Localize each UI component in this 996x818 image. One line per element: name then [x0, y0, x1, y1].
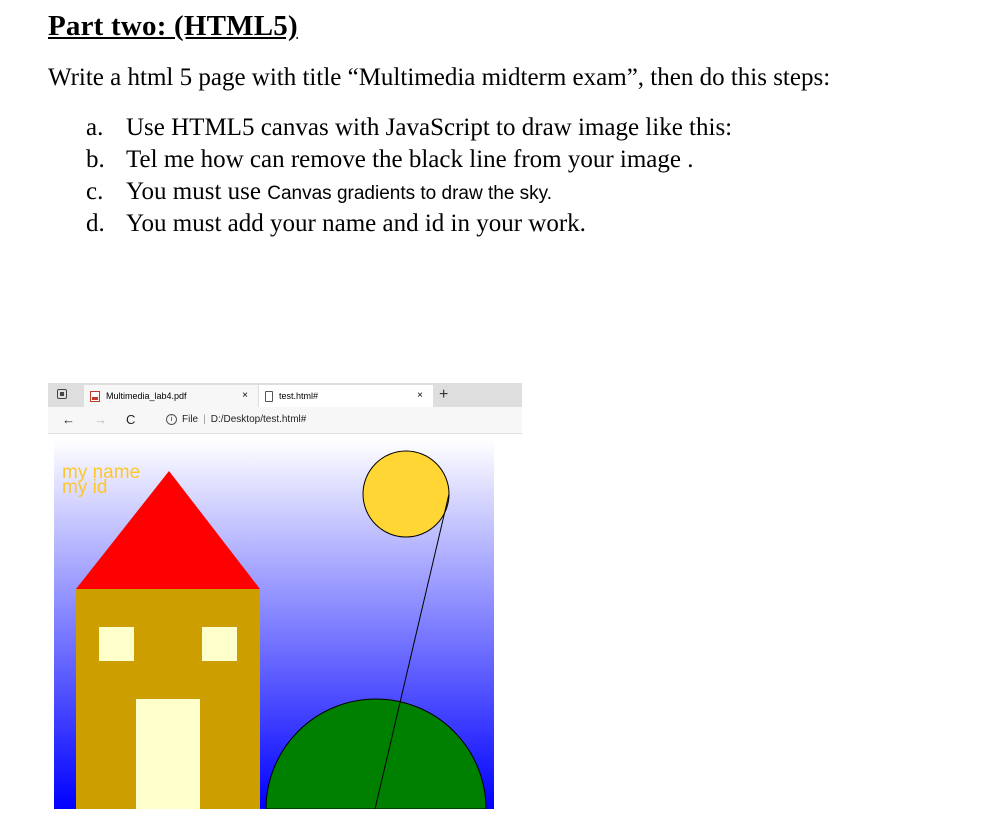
- refresh-icon[interactable]: C: [126, 412, 136, 427]
- browser-tab-bar: [48, 383, 522, 407]
- section-heading: Part two: (HTML5): [48, 10, 298, 42]
- step-letter: c.: [86, 178, 104, 205]
- pdf-icon: [90, 391, 100, 402]
- step-a: [86, 114, 732, 146]
- close-icon[interactable]: ×: [417, 390, 423, 401]
- step-text: You must add your name and id in your work.: [126, 210, 586, 237]
- canvas-svg: [54, 440, 494, 809]
- tab-test-html[interactable]: [259, 385, 433, 407]
- close-icon[interactable]: ×: [242, 390, 248, 401]
- file-label: File: [182, 414, 199, 425]
- house-door: [136, 699, 200, 809]
- step-d: [86, 210, 732, 242]
- canvas-drawing: [54, 440, 494, 809]
- tab-title: Multimedia_lab4.pdf: [106, 391, 187, 401]
- window-menu-icon[interactable]: [57, 389, 67, 399]
- step-b: [86, 146, 732, 178]
- step-c: [86, 178, 732, 210]
- intro-text: Write a html 5 page with title “Multimedia midterm exam”, then do this steps:: [48, 64, 831, 91]
- my-id-text: my id: [62, 477, 108, 498]
- back-arrow-icon[interactable]: ←: [62, 412, 75, 427]
- step-letter: a.: [86, 114, 104, 141]
- url-text: D:/Desktop/test.html#: [210, 414, 307, 425]
- sun: [363, 451, 449, 537]
- house-window-right: [202, 627, 237, 661]
- step-text: Use HTML5 canvas with JavaScript to draw image like this:: [126, 114, 733, 141]
- forward-arrow-icon[interactable]: →: [94, 412, 107, 427]
- url-separator: |: [203, 414, 206, 425]
- my-name-text: my name: [62, 462, 141, 483]
- step-letter: b.: [86, 146, 105, 173]
- info-icon: i: [166, 414, 177, 425]
- tab-title: test.html#: [279, 391, 319, 401]
- browser-screenshot: [48, 383, 522, 809]
- step-text: You must use: [126, 178, 268, 205]
- browser-nav-bar: [48, 407, 522, 434]
- step-text-sans: Canvas gradients to draw the sky.: [267, 183, 553, 204]
- steps-list: [86, 114, 732, 242]
- step-letter: d.: [86, 210, 105, 237]
- step-text: Tel me how can remove the black line from your image .: [126, 146, 694, 173]
- tab-pdf[interactable]: [84, 385, 258, 407]
- house-window-left: [99, 627, 134, 661]
- address-bar[interactable]: [166, 414, 306, 425]
- new-tab-icon[interactable]: +: [439, 386, 449, 403]
- page-icon: [265, 391, 273, 402]
